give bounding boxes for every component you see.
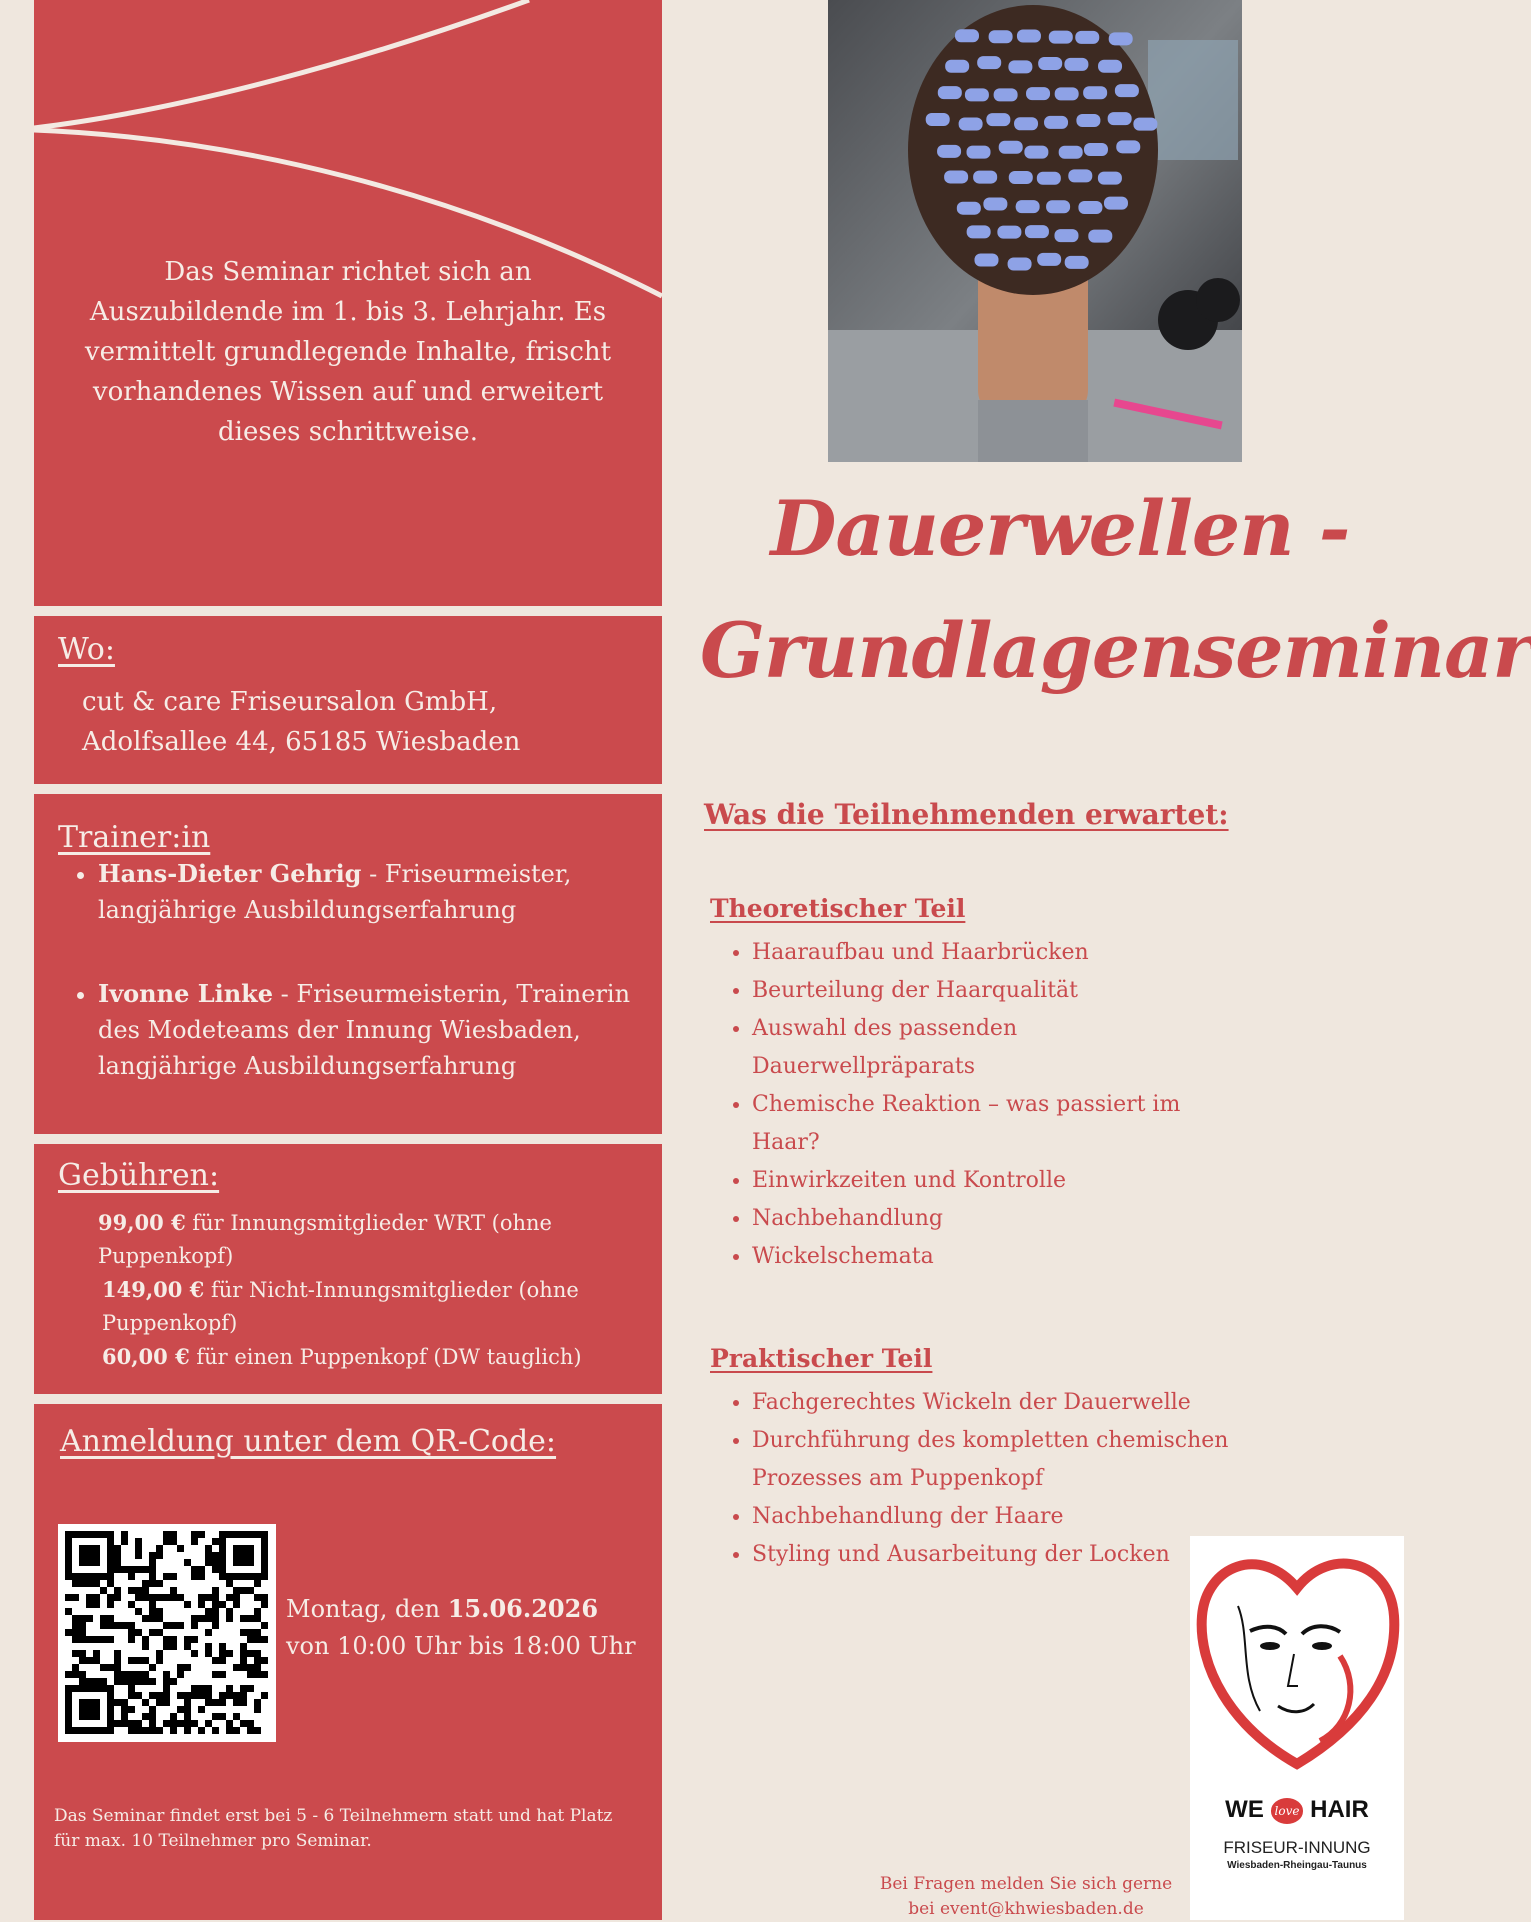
intro-text: Das Seminar richtet sich an Auszubildende im 1. bis 3. Lehrjahr. Es vermittelt grundlegende Inhalte, frischt vorhandenes Wissen auf und erweitert dieses schrittweise. [84,257,612,447]
trainers-panel [34,794,662,1134]
event-date [286,1590,636,1628]
location-address [82,682,520,762]
practice-list [718,1384,1232,1574]
trainers-heading: Trainer:in [58,820,211,855]
expectations-heading: Was die Teilnehmenden erwartet: [704,798,1229,831]
friseur-innung-logo [1190,1536,1404,1920]
fee-price: 149,00 € [102,1277,205,1302]
logo-hair: HAIR [1310,1796,1369,1823]
address-line-2: Adolfsallee 44, 65185 Wiesbaden [82,727,521,757]
trainer-description: - Friseurmeisterin, Trainerin des Modeteams der Innung Wiesbaden, langjährige Ausbildungserfahrung [98,980,631,1080]
theory-item: • Chemische Reaktion – was passiert im Haar? [752,1086,1232,1162]
theory-item: • Wickelschemata [752,1238,1232,1276]
fees-panel [34,1144,662,1394]
location-heading: Wo: [58,632,115,667]
title-line-2: Grundlagenseminar [700,606,1531,695]
practice-item: • Durchführung des kompletten chemischen Prozesses am Puppenkopf [752,1422,1232,1498]
practice-item: • Styling und Ausarbeitung der Locken [752,1536,1232,1574]
theory-item: • Beurteilung der Haarqualität [752,972,1232,1010]
fee-item [98,1340,618,1374]
location-panel [34,616,662,784]
qr-code[interactable] [58,1524,276,1742]
perm-rods-photo [828,0,1242,462]
heart-face-icon [1190,1536,1404,1786]
fee-item [98,1206,618,1273]
trainer-description: - Friseurmeister, langjährige Ausbildungserfahrung [98,860,572,924]
theory-heading: Theoretischer Teil [710,894,966,923]
logo-we: WE [1225,1796,1264,1823]
theory-item: • Haaraufbau und Haarbrücken [752,934,1232,972]
theory-item: • Einwirkzeiten und Kontrolle [752,1162,1232,1200]
logo-region: Wiesbaden-Rheingau-Taunus [1227,1860,1367,1871]
contact-line-1: Bei Fragen melden Sie sich gerne [879,1874,1173,1894]
practice-item: • Nachbehandlung der Haare [752,1498,1232,1536]
mannequin-head-image [828,0,1242,462]
theory-list [718,934,1232,1276]
fee-text: für Innungsmitglieder WRT (ohne Puppenkopf) [98,1211,552,1268]
qr-code-image [58,1524,276,1742]
event-date-time [286,1590,636,1665]
fee-price: 60,00 € [102,1344,190,1369]
theory-item: • Nachbehandlung [752,1200,1232,1238]
fee-item [98,1273,618,1340]
logo-wordmark [1190,1796,1404,1824]
seminar-title [700,468,1531,712]
theory-item: • Auswahl des passenden Dauerwellpräparats [752,1010,1232,1086]
trainer-item [98,976,658,1084]
trainer-name: Ivonne Linke [98,979,274,1008]
fees-heading: Gebühren: [58,1158,220,1193]
fee-list [98,1206,618,1374]
fee-price: 99,00 € [98,1210,186,1235]
trainer-item [98,856,658,928]
event-time: von 10:00 Uhr bis 18:00 Uhr [286,1632,636,1660]
logo-heart-love: love [1271,1798,1304,1824]
trainer-list [64,856,658,1132]
logo-innung: FRISEUR-INNUNG [1223,1838,1371,1857]
title-line-1: Dauerwellen - [770,484,1350,573]
date-prefix: Montag, den [286,1595,448,1623]
registration-panel [34,1404,662,1920]
address-line-1: cut & care Friseursalon GmbH, [82,687,498,717]
intro-panel [34,0,662,606]
registration-heading: Anmeldung unter dem QR-Code: [60,1424,557,1459]
contact-info [836,1872,1216,1922]
practice-heading: Praktischer Teil [710,1344,933,1373]
fee-text: für Nicht-Innungsmitglieder (ohne Puppenkopf) [102,1278,579,1335]
practice-item: • Fachgerechtes Wickeln der Dauerwelle [752,1384,1232,1422]
trainer-name: Hans-Dieter Gehrig [98,859,362,888]
participant-note: Das Seminar findet erst bei 5 - 6 Teilnehmern statt und hat Platz für max. 10 Teilnehmer pro Seminar. [54,1806,613,1851]
contact-email[interactable]: bei event@khwiesbaden.de [908,1899,1144,1919]
date-value: 15.06.2026 [447,1594,599,1623]
fee-text: für einen Puppenkopf (DW tauglich) [189,1345,582,1369]
